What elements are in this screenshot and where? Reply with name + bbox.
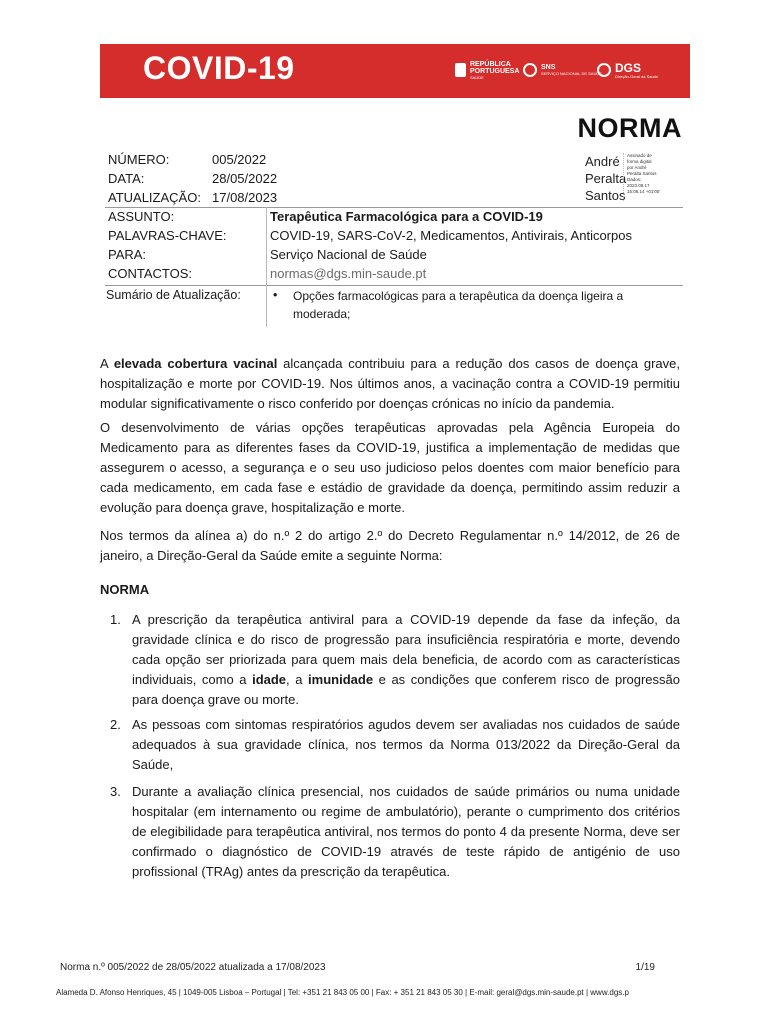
- list-item-number: 1.: [110, 612, 121, 627]
- document-metadata: [108, 150, 277, 207]
- list-item-text: As pessoas com sintomas respiratórios agudos devem ser avaliadas nos cuidados de saúde adequados à sua gravidade clínica, nos termos da Norma 013/2022 da Direção-Geral da Saúde,: [132, 717, 680, 772]
- bullet-icon: •: [273, 288, 278, 302]
- meta-data: [108, 169, 277, 188]
- para-value: Serviço Nacional de Saúde: [270, 247, 427, 262]
- info-table-divider: [105, 285, 683, 286]
- digital-signature-stamp: Assinado de forma digital por André Peralta Santos Dados: 2023.08.17 15:06:14 +01'00': [623, 153, 683, 201]
- sns-logo: [523, 57, 602, 83]
- header-banner: [100, 44, 690, 98]
- palavras-chave-value: COVID-19, SARS-CoV-2, Medicamentos, Antivirais, Anticorpos: [270, 228, 632, 243]
- dgs-sub: Direção-Geral da Saúde: [615, 73, 659, 79]
- info-row-assunto: [105, 207, 683, 226]
- footer-reference: Norma n.º 005/2022 de 28/05/2022 atualizada a 17/08/2023: [60, 962, 326, 973]
- sns-sub: SERVIÇO NACIONAL DE SAÚDE: [541, 71, 602, 76]
- intro-paragraph-3: Nos termos da alínea a) do n.º 2 do artigo 2.º do Decreto Regulamentar n.º 14/2012, de 26 de janeiro, a Direção-Geral da Saúde emite a seguinte Norma:: [100, 528, 680, 563]
- palavras-chave-label: PALAVRAS-CHAVE:: [108, 228, 227, 243]
- footer-address: Alameda D. Afonso Henriques, 45 | 1049-005 Lisboa – Portugal | Tel: +351 21 843 05 00 | Fax: + 351 21 843 05 30 | E-mail: geral@dgs.min-saude.pt | www.dgs.p: [56, 988, 629, 997]
- republica-line2: PORTUGUESA: [470, 67, 520, 75]
- republica-portuguesa-logo: [455, 57, 519, 83]
- republica-sub: SAÚDE: [470, 74, 484, 80]
- banner-title: COVID-19: [143, 50, 295, 86]
- contactos-email-link[interactable]: normas@dgs.min-saude.pt: [270, 266, 427, 281]
- dgs-emblem-icon: [597, 63, 611, 77]
- intro-paragraph-2: O desenvolvimento de várias opções terapêuticas aprovadas pela Agência Europeia do Medicamento para as diferentes fases da COVID-19, justifica a implementação de medidas que assegurem o acesso, a segurança e o seu uso judicioso pelos doentes com maior benefício para cada medicamento, em cada fase e estádio de gravidade da doença, permitindo assim reduzir a evolução para doença grave, hospitalização e morte.: [100, 420, 680, 515]
- intro-paragraph-1: A elevada cobertura vacinal alcançada contribuiu para a redução dos casos de doença grave, hospitalização e morte por COVID-19. Nos últimos anos, a vacinação contra a COVID-19 permitiu modular significativamente o risco conferido por doenças crónicas no início da pandemia.: [100, 356, 680, 411]
- assunto-value: Terapêutica Farmacológica para a COVID-19: [270, 209, 543, 224]
- contactos-label: CONTACTOS:: [108, 266, 193, 281]
- sumario-list: [270, 287, 683, 323]
- emphasis-imunidade: imunidade: [308, 672, 374, 687]
- list-item-text: A prescrição da terapêutica antiviral para a COVID-19 depende da fase da infeção, da gravidade clínica e do risco de progressão para insuficiência respiratória e morte, devendo cada opção ser priorizada para quem mais dela beneficia, de acordo com as características individuais, como a idade, a imunidade e as condições que conferem risco de progressão para doença grave ou morte.: [132, 612, 681, 707]
- numero-value: 005/2022: [212, 152, 267, 167]
- data-value: 28/05/2022: [212, 171, 278, 186]
- sumario-label: Sumário de Atualização:: [106, 288, 241, 302]
- data-label: DATA:: [108, 171, 145, 186]
- page-number: 1/19: [635, 962, 655, 973]
- dgs-logo: [597, 57, 658, 83]
- emphasis-idade: idade: [252, 672, 287, 687]
- list-item-text: Durante a avaliação clínica presencial, nos cuidados de saúde primários ou numa unidade hospitalar (em internamento ou regime de ambulatório), perante o cumprimento dos critérios de elegibilidade para terapêutica antiviral, nos termos do ponto 4 da presente Norma, deve ser confirmado o diagnóstico de COVID-19 através de teste rápido de antigénio de uso profissional (TRAg) antes da prescrição da terapêutica.: [132, 784, 680, 879]
- atualizacao-value: 17/08/2023: [212, 190, 278, 205]
- dgs-main: DGS: [615, 60, 642, 75]
- para-label: PARA:: [108, 247, 147, 262]
- list-item-number: 3.: [110, 784, 121, 799]
- republica-emblem-icon: [455, 63, 466, 77]
- summary-of-update: [105, 287, 683, 323]
- meta-numero: [108, 150, 277, 169]
- list-item: [100, 782, 680, 882]
- sns-emblem-icon: [523, 63, 537, 77]
- sumario-item: Opções farmacológicas para a terapêutica da doença ligeira a moderada;: [293, 289, 624, 321]
- document-type-heading: NORMA: [577, 113, 682, 143]
- list-item-number: 2.: [110, 717, 121, 732]
- norma-subheading: NORMA: [100, 582, 150, 597]
- info-row-para: [105, 245, 683, 264]
- info-row-palavras-chave: [105, 226, 683, 245]
- digital-signature-name: André Peralta Santos: [585, 154, 627, 203]
- assunto-label: ASSUNTO:: [108, 209, 175, 224]
- atualizacao-label: ATUALIZAÇÃO:: [108, 190, 201, 205]
- emphasis-vaccination: elevada cobertura vacinal: [113, 356, 278, 371]
- document-info-table: [105, 207, 683, 283]
- numero-label: NÚMERO:: [108, 152, 170, 167]
- list-item: [100, 715, 680, 775]
- list-item: [100, 610, 680, 710]
- sns-main: SNS: [541, 64, 556, 71]
- republica-line1: REPÚBLICA: [470, 60, 511, 68]
- meta-atualizacao: [108, 188, 277, 207]
- info-row-contactos: [105, 264, 683, 283]
